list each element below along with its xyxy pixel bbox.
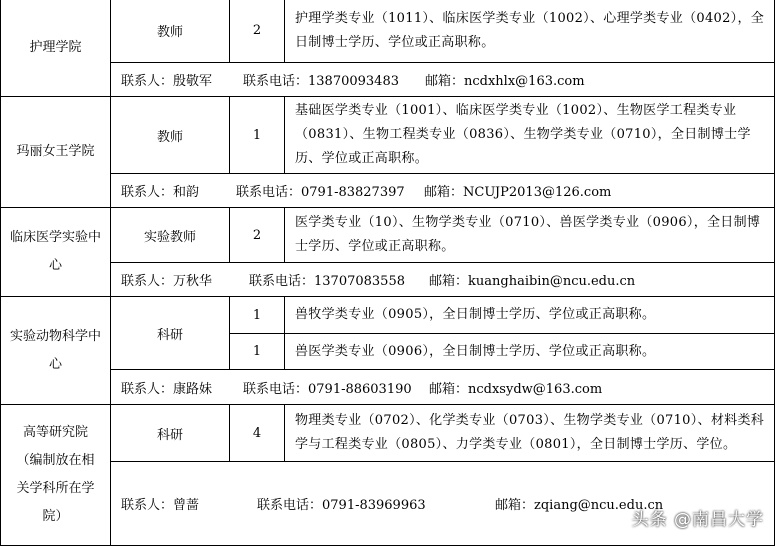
contact-phone: 联系电话：13870093483 [243,74,399,89]
contact-person: 联系人：殷敬军 [121,74,213,89]
contact-cell [111,174,775,208]
table-row [1,297,775,334]
contact-row [1,370,775,405]
contact-person: 联系人：和韵 [121,185,200,200]
department-cell: 玛丽女王学院 [1,97,111,208]
contact-row [1,174,775,208]
position-count: 1 [230,97,285,174]
contact-email: 邮箱：kuanghaibin@ncu.edu.cn [429,274,636,289]
department-cell: 实验动物科学中心 [1,297,111,405]
contact-email: 邮箱：NCUJP2013@126.com [424,185,612,200]
table-row [1,97,775,174]
contact-cell [111,63,775,97]
department-cell: 高等研究院（编制放在相关学科所在学院） [1,405,111,546]
watermark-text: 头条 @南昌大学 [631,510,764,530]
position-requirement: 物理类专业（0702）、化学类专业（0703）、生物学类专业（0710）、材料类科学与工程类专业（0805）、力学类专业（0801），全日制博士学历、学位。 [285,405,775,462]
contact-row [1,263,775,297]
position-count: 4 [230,405,285,462]
contact-cell [111,462,775,546]
table-row [1,405,775,462]
contact-row [1,63,775,97]
contact-cell [111,370,775,405]
contact-email: 邮箱：ncdxsydw@163.com [429,381,603,397]
position-title: 教师 [111,0,230,63]
department-cell: 临床医学实验中心 [1,208,111,297]
position-title: 科研 [111,297,230,370]
contact-person: 联系人：康路妹 [121,381,213,397]
position-count: 2 [230,208,285,263]
contact-phone: 联系电话：0791-88603190 [243,381,412,397]
position-requirement: 医学类专业（10）、生物学类专业（0710）、兽医学类专业（0906），全日制博士学历、学位或正高职称。 [285,208,775,263]
position-requirement: 基础医学类专业（1001）、临床医学类专业（1002）、生物医学工程类专业（0831）、生物工程类专业（0836）、生物学类专业（0710），全日制博士学历、学位或正高职称。 [285,97,775,174]
position-requirement: 护理学类专业（1011）、临床医学类专业（1002）、心理学类专业（0402），全日制博士学历、学位或正高职称。 [285,0,775,63]
position-count: 1 [230,297,285,334]
position-title: 实验教师 [111,208,230,263]
position-title: 科研 [111,405,230,462]
table-row [1,0,775,63]
contact-phone: 联系电话：0791-83969963 [257,498,426,513]
contact-row [1,462,775,546]
contact-email: 邮箱：zqiang@ncu.edu.cn [495,498,664,513]
contact-person: 联系人：万秋华 [121,274,213,289]
contact-email: 邮箱：ncdxhlx@163.com [425,74,585,89]
position-count: 1 [230,334,285,370]
table-row [1,208,775,263]
contact-phone: 联系电话：0791-83827397 [236,185,405,200]
contact-cell [111,263,775,297]
department-cell: 护理学院 [1,0,111,97]
position-requirement: 兽牧学类专业（0905），全日制博士学历、学位或正高职称。 [285,297,775,334]
position-requirement: 兽医学类专业（0906），全日制博士学历、学位或正高职称。 [285,334,775,370]
contact-phone: 联系电话：13707083558 [249,274,405,289]
contact-person: 联系人：曾蔷 [121,498,200,513]
position-count: 2 [230,0,285,63]
position-title: 教师 [111,97,230,174]
